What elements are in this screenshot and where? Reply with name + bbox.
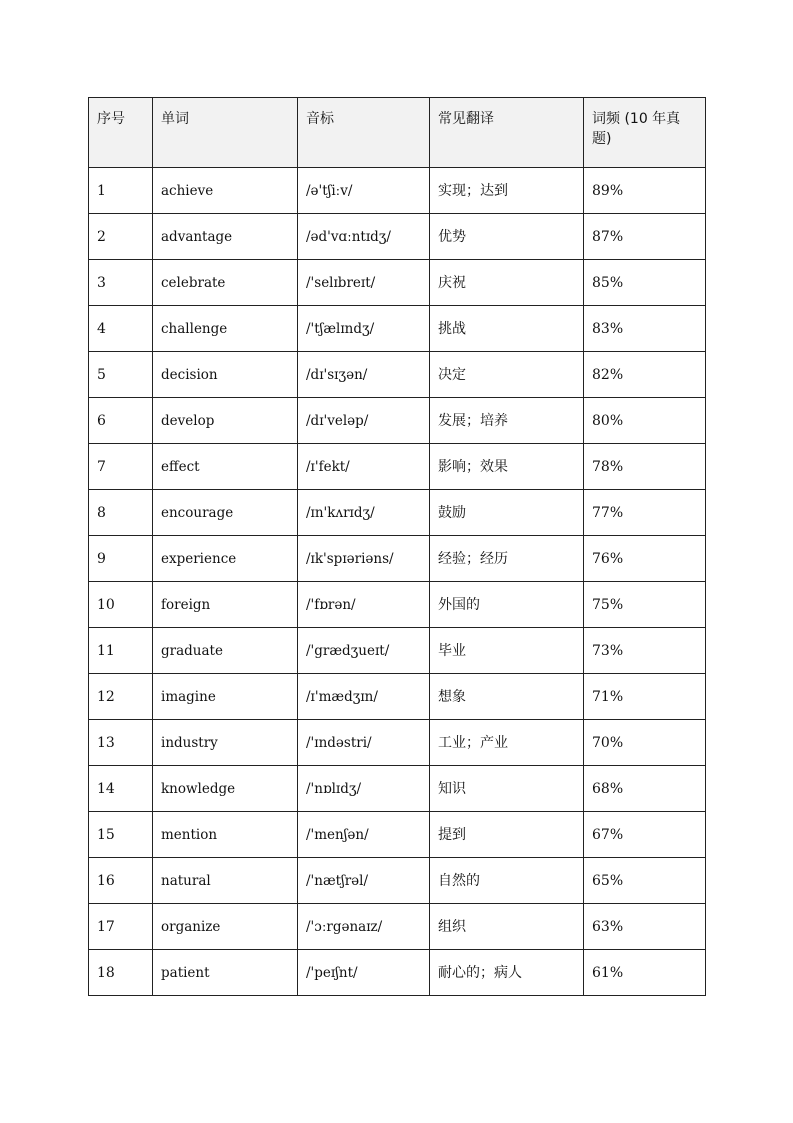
frequency-cell: 73% [584, 628, 706, 674]
frequency-cell: 61% [584, 950, 706, 996]
translation-cell: 发展；培养 [430, 398, 584, 444]
phonetic-cell: /'nɒlɪdʒ/ [298, 766, 430, 812]
translation-cell: 决定 [430, 352, 584, 398]
table-row [89, 306, 706, 352]
table-row [89, 858, 706, 904]
translation-cell: 庆祝 [430, 260, 584, 306]
frequency-cell: 78% [584, 444, 706, 490]
frequency-cell: 87% [584, 214, 706, 260]
index-cell: 6 [89, 398, 153, 444]
translation-cell: 自然的 [430, 858, 584, 904]
index-cell: 16 [89, 858, 153, 904]
phonetic-cell: /dɪ'sɪʒən/ [298, 352, 430, 398]
index-cell: 18 [89, 950, 153, 996]
word-cell: foreign [153, 582, 298, 628]
table-row [89, 444, 706, 490]
translation-cell: 鼓励 [430, 490, 584, 536]
table-header [89, 98, 706, 168]
table-row [89, 904, 706, 950]
word-cell: effect [153, 444, 298, 490]
translation-cell: 外国的 [430, 582, 584, 628]
word-cell: advantage [153, 214, 298, 260]
table-row [89, 490, 706, 536]
frequency-cell: 63% [584, 904, 706, 950]
table-row [89, 812, 706, 858]
phonetic-cell: /ɪ'mædʒɪn/ [298, 674, 430, 720]
frequency-cell: 67% [584, 812, 706, 858]
frequency-cell: 89% [584, 168, 706, 214]
translation-cell: 工业；产业 [430, 720, 584, 766]
header-word: 单词 [153, 98, 298, 168]
index-cell: 12 [89, 674, 153, 720]
translation-cell: 影响；效果 [430, 444, 584, 490]
word-cell: knowledge [153, 766, 298, 812]
index-cell: 7 [89, 444, 153, 490]
word-cell: mention [153, 812, 298, 858]
translation-cell: 提到 [430, 812, 584, 858]
translation-cell: 挑战 [430, 306, 584, 352]
index-cell: 17 [89, 904, 153, 950]
phonetic-cell: /'tʃælɪndʒ/ [298, 306, 430, 352]
translation-cell: 实现；达到 [430, 168, 584, 214]
word-cell: challenge [153, 306, 298, 352]
translation-cell: 耐心的；病人 [430, 950, 584, 996]
phonetic-cell: /dɪ'veləp/ [298, 398, 430, 444]
phonetic-cell: /ɪn'kʌrɪdʒ/ [298, 490, 430, 536]
table-row [89, 628, 706, 674]
phonetic-cell: /'nætʃrəl/ [298, 858, 430, 904]
phonetic-cell: /'ɪndəstri/ [298, 720, 430, 766]
table-row [89, 536, 706, 582]
index-cell: 8 [89, 490, 153, 536]
index-cell: 5 [89, 352, 153, 398]
phonetic-cell: /'selɪbreɪt/ [298, 260, 430, 306]
translation-cell: 优势 [430, 214, 584, 260]
header-index: 序号 [89, 98, 153, 168]
word-cell: patient [153, 950, 298, 996]
index-cell: 4 [89, 306, 153, 352]
translation-cell: 组织 [430, 904, 584, 950]
index-cell: 2 [89, 214, 153, 260]
word-cell: graduate [153, 628, 298, 674]
frequency-cell: 82% [584, 352, 706, 398]
translation-cell: 想象 [430, 674, 584, 720]
word-cell: achieve [153, 168, 298, 214]
phonetic-cell: /'fɒrən/ [298, 582, 430, 628]
header-phonetic: 音标 [298, 98, 430, 168]
phonetic-cell: /əd'vɑːntɪdʒ/ [298, 214, 430, 260]
frequency-cell: 83% [584, 306, 706, 352]
phonetic-cell: /ɪ'fekt/ [298, 444, 430, 490]
word-cell: organize [153, 904, 298, 950]
table-row [89, 260, 706, 306]
header-frequency: 词频 (10 年真题) [584, 98, 706, 168]
header-row [89, 98, 706, 168]
frequency-cell: 80% [584, 398, 706, 444]
frequency-cell: 75% [584, 582, 706, 628]
table-row [89, 950, 706, 996]
phonetic-cell: /'grædʒueɪt/ [298, 628, 430, 674]
header-translation: 常见翻译 [430, 98, 584, 168]
phonetic-cell: /'menʃən/ [298, 812, 430, 858]
table-row [89, 352, 706, 398]
vocabulary-table [88, 97, 706, 996]
frequency-cell: 71% [584, 674, 706, 720]
table-row [89, 582, 706, 628]
word-cell: develop [153, 398, 298, 444]
translation-cell: 毕业 [430, 628, 584, 674]
phonetic-cell: /ɪk'spɪəriəns/ [298, 536, 430, 582]
index-cell: 11 [89, 628, 153, 674]
word-cell: imagine [153, 674, 298, 720]
index-cell: 14 [89, 766, 153, 812]
word-cell: encourage [153, 490, 298, 536]
word-cell: experience [153, 536, 298, 582]
translation-cell: 知识 [430, 766, 584, 812]
table-body [89, 168, 706, 996]
phonetic-cell: /'ɔːrgənaɪz/ [298, 904, 430, 950]
frequency-cell: 77% [584, 490, 706, 536]
table-row [89, 720, 706, 766]
table-row [89, 214, 706, 260]
word-cell: natural [153, 858, 298, 904]
table-row [89, 766, 706, 812]
word-cell: celebrate [153, 260, 298, 306]
frequency-cell: 65% [584, 858, 706, 904]
word-cell: decision [153, 352, 298, 398]
index-cell: 1 [89, 168, 153, 214]
frequency-cell: 76% [584, 536, 706, 582]
frequency-cell: 68% [584, 766, 706, 812]
table-row [89, 168, 706, 214]
index-cell: 10 [89, 582, 153, 628]
phonetic-cell: /'peɪʃnt/ [298, 950, 430, 996]
table-row [89, 398, 706, 444]
table-row [89, 674, 706, 720]
phonetic-cell: /ə'tʃiːv/ [298, 168, 430, 214]
frequency-cell: 70% [584, 720, 706, 766]
index-cell: 15 [89, 812, 153, 858]
word-cell: industry [153, 720, 298, 766]
index-cell: 13 [89, 720, 153, 766]
frequency-cell: 85% [584, 260, 706, 306]
translation-cell: 经验；经历 [430, 536, 584, 582]
index-cell: 9 [89, 536, 153, 582]
index-cell: 3 [89, 260, 153, 306]
